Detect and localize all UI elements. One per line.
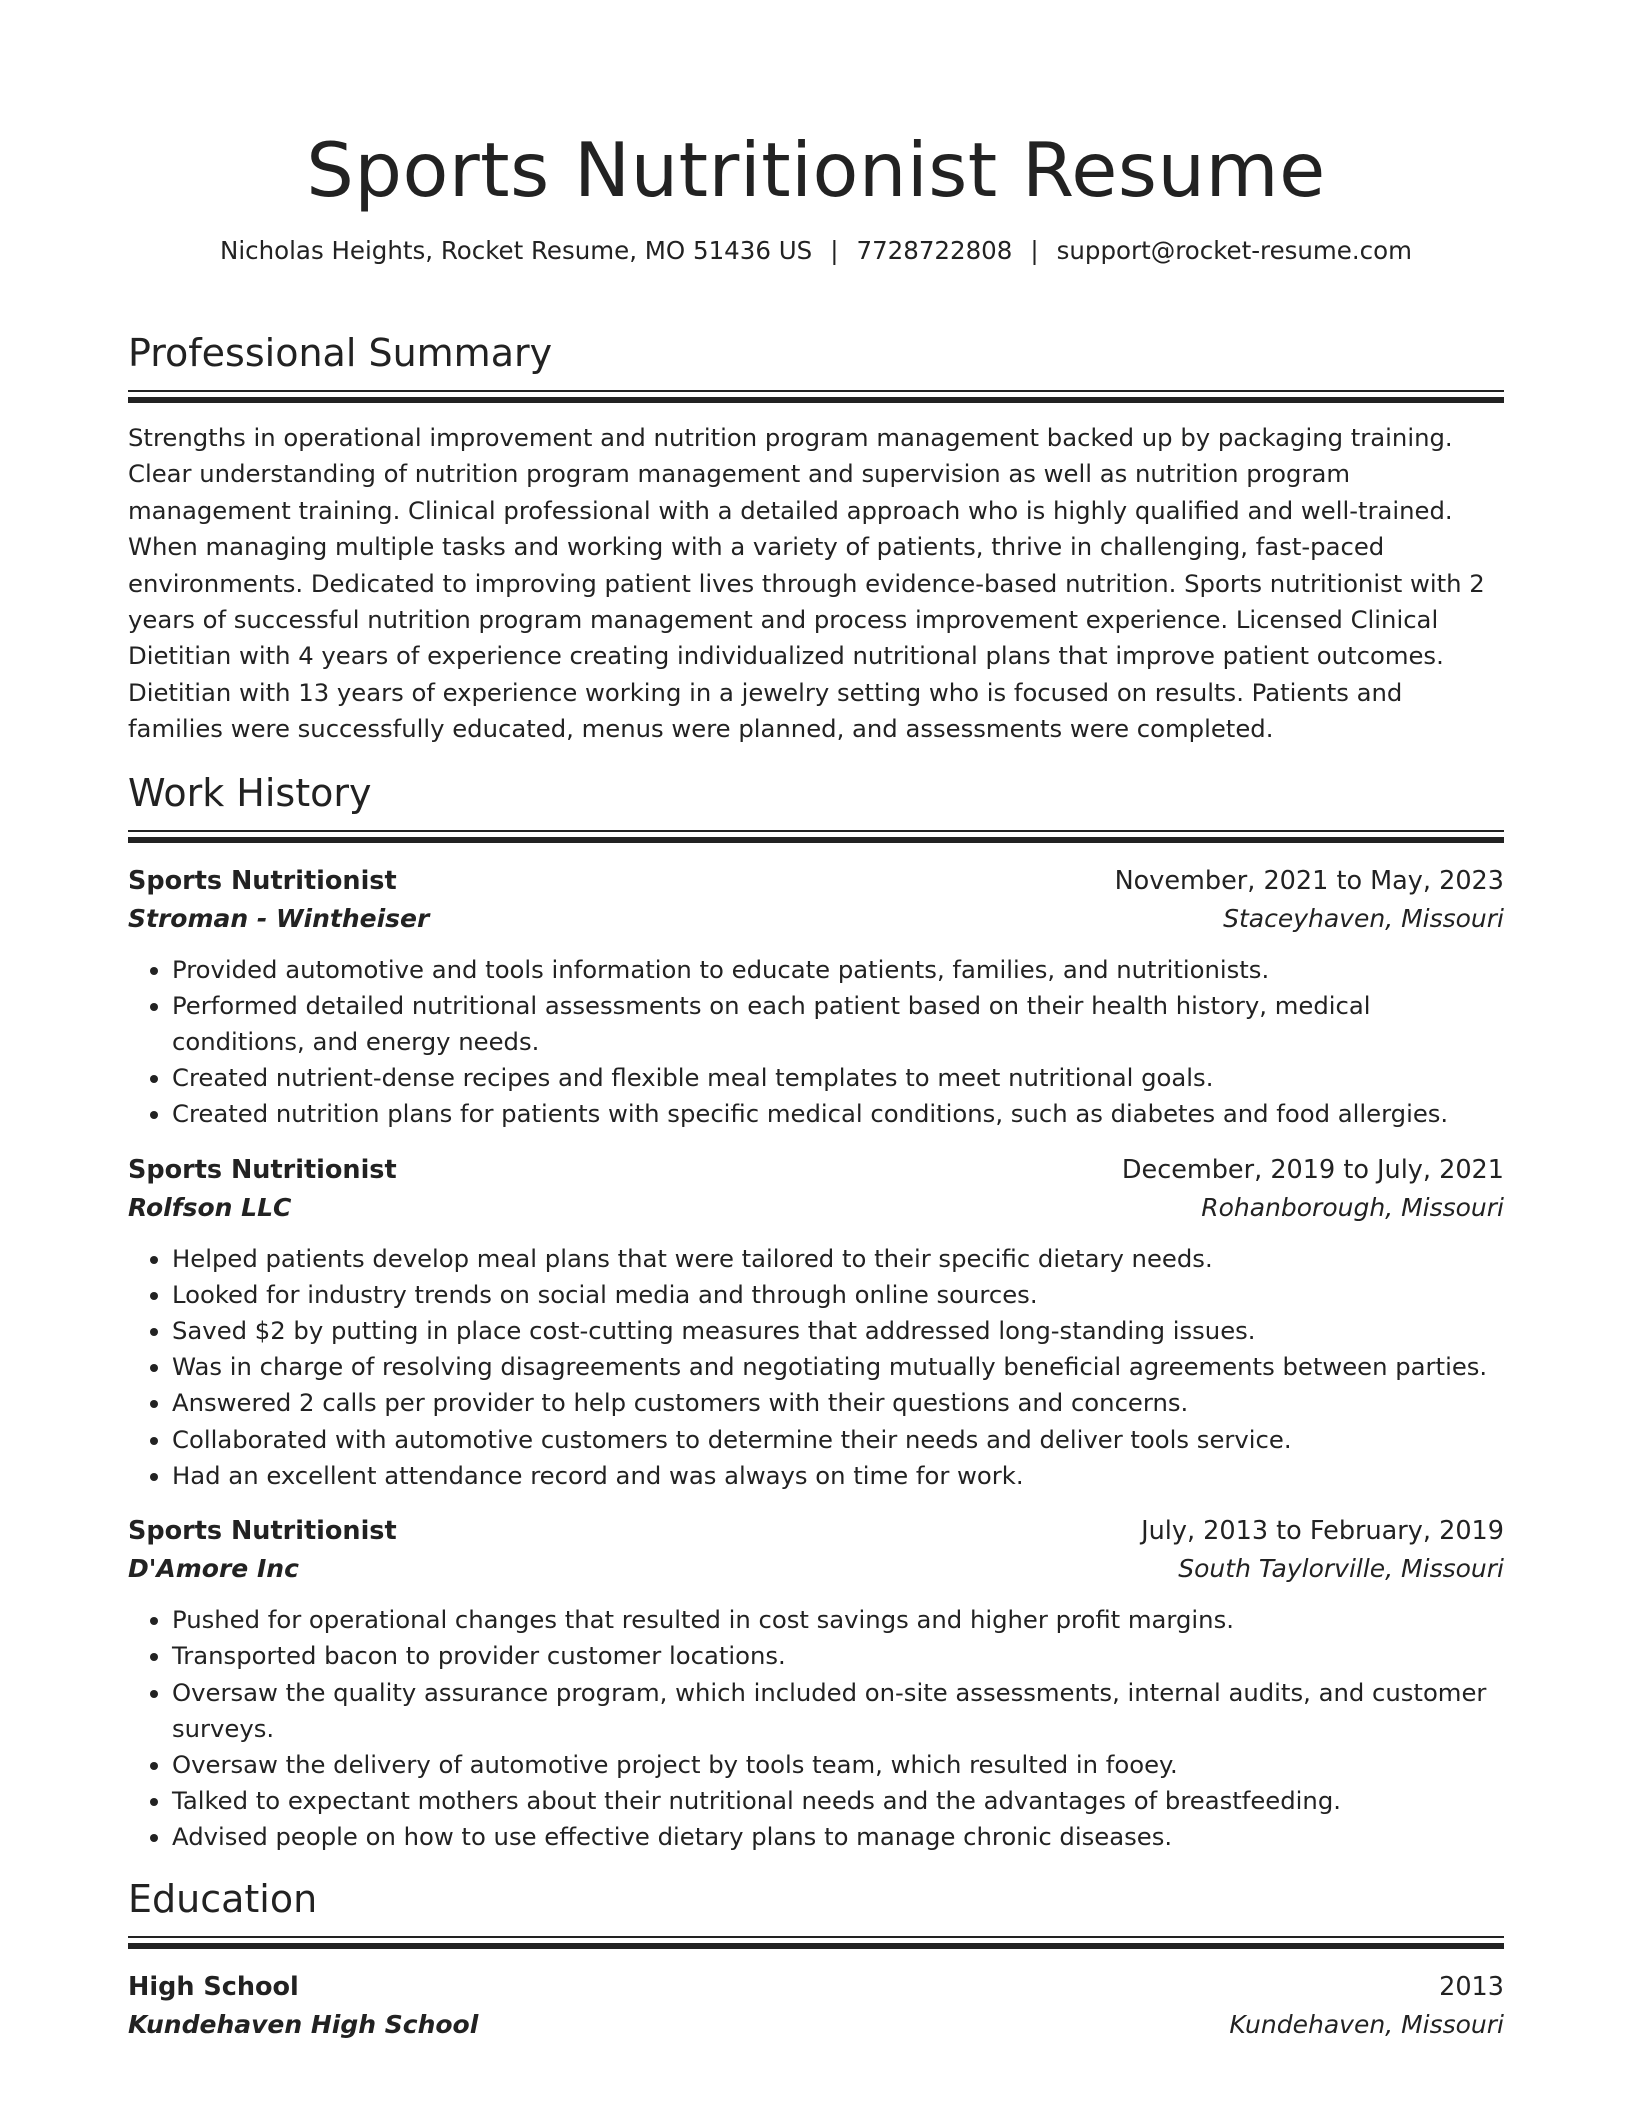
summary-text: Strengths in operational improvement and nutrition program management backed up by packaging training. Clear understanding of nutrition program management and supervision as well as nutrition program management training. Clinical professional with a detailed approach who is highly qualified and well-trained. When managing multiple tasks and working with a variety of patients, thrive in challenging, fast-paced environments. Dedicated to improving patient lives through evidence-based nutrition. Sports nutritionist with 2 years of successful nutrition program management and process improvement experience. Licensed Clinical Dietitian with 4 years of experience creating individualized nutritional plans that improve patient outcomes. Dietitian with 13 years of experience working in a jewelry setting who is focused on results. Patients and families were successfully educated, menus were planned, and assessments were completed.: [128, 423, 1485, 744]
job-location: Staceyhaven, Missouri: [1223, 903, 1504, 933]
section-heading-education: Education: [128, 1876, 318, 1921]
job-bullet: • Looked for industry trends on social media and through online sources.: [172, 1277, 1504, 1313]
contact-separator: |: [1030, 236, 1039, 265]
job-bullet: • Answered 2 calls per provider to help customers with their questions and concerns.: [172, 1385, 1504, 1421]
contact-line: [128, 234, 1504, 268]
job-dates: November, 2021 to May, 2023: [1114, 865, 1504, 896]
job-bullet: • Helped patients develop meal plans that were tailored to their specific dietary needs.: [172, 1241, 1504, 1277]
work-history-section: [128, 768, 1504, 1856]
job-bullet: • Oversaw the quality assurance program, which included on-site assessments, internal audits, and customer surveys.: [172, 1675, 1504, 1747]
job-bullets: [128, 952, 1504, 1133]
education-section: [128, 1874, 1504, 2044]
job-title: Sports Nutritionist: [128, 1516, 397, 1547]
education-year: 2013: [1439, 1971, 1504, 2002]
contact-phone: 7728722808: [856, 236, 1013, 265]
section-divider: [128, 830, 1504, 844]
section-heading-work: Work History: [128, 770, 372, 815]
resume-page: [128, 0, 1504, 2044]
professional-summary-section: [128, 328, 1504, 748]
job-bullets: [128, 1241, 1504, 1494]
job-bullets: [128, 1602, 1504, 1855]
job-bullet: • Transported bacon to provider customer locations.: [172, 1638, 1504, 1674]
job-company: Stroman - Wintheiser: [128, 903, 430, 933]
job-entry: [128, 1151, 1504, 1494]
education-entry: [128, 1968, 1504, 2044]
job-location: South Taylorville, Missouri: [1178, 1554, 1504, 1584]
job-title: Sports Nutritionist: [128, 1154, 397, 1185]
job-dates: December, 2019 to July, 2021: [1121, 1154, 1504, 1185]
job-company: D'Amore Inc: [128, 1554, 299, 1584]
job-entry: [128, 1512, 1504, 1855]
education-school: Kundehaven High School: [128, 2009, 479, 2039]
job-bullet: • Was in charge of resolving disagreements and negotiating mutually beneficial agreements between parties.: [172, 1349, 1504, 1385]
job-location: Rohanborough, Missouri: [1201, 1192, 1504, 1222]
job-dates: July, 2013 to February, 2019: [1141, 1516, 1504, 1547]
section-divider: [128, 1936, 1504, 1950]
education-degree: High School: [128, 1971, 299, 2002]
job-entry: [128, 862, 1504, 1133]
job-bullet: • Created nutrition plans for patients with specific medical conditions, such as diabetes and food allergies.: [172, 1096, 1504, 1132]
contact-address: Nicholas Heights, Rocket Resume, MO 51436 US: [220, 236, 813, 265]
job-bullet: • Provided automotive and tools information to educate patients, families, and nutritionists.: [172, 952, 1504, 988]
job-bullet: • Collaborated with automotive customers to determine their needs and deliver tools service.: [172, 1422, 1504, 1458]
job-bullet: • Had an excellent attendance record and was always on time for work.: [172, 1458, 1504, 1494]
job-bullet: • Oversaw the delivery of automotive project by tools team, which resulted in fooey.: [172, 1747, 1504, 1783]
section-divider: [128, 390, 1504, 404]
section-heading-summary: Professional Summary: [128, 331, 553, 375]
resume-title: Sports Nutritionist Resume: [306, 126, 1326, 214]
job-bullet: • Created nutrient-dense recipes and flexible meal templates to meet nutritional goals.: [172, 1060, 1504, 1096]
job-company: Rolfson LLC: [128, 1192, 292, 1222]
job-bullet: • Talked to expectant mothers about their nutritional needs and the advantages of breastfeeding.: [172, 1783, 1504, 1819]
job-bullet: • Advised people on how to use effective dietary plans to manage chronic diseases.: [172, 1819, 1504, 1855]
job-bullet: • Pushed for operational changes that resulted in cost savings and higher profit margins.: [172, 1602, 1504, 1638]
contact-separator: |: [830, 236, 839, 265]
education-location: Kundehaven, Missouri: [1229, 2009, 1504, 2039]
job-bullet: • Performed detailed nutritional assessments on each patient based on their health history, medical conditions, and energy needs.: [172, 988, 1504, 1060]
job-title: Sports Nutritionist: [128, 865, 397, 896]
job-bullet: • Saved $2 by putting in place cost-cutting measures that addressed long-standing issues.: [172, 1313, 1504, 1349]
contact-email: support@rocket-resume.com: [1056, 236, 1412, 265]
